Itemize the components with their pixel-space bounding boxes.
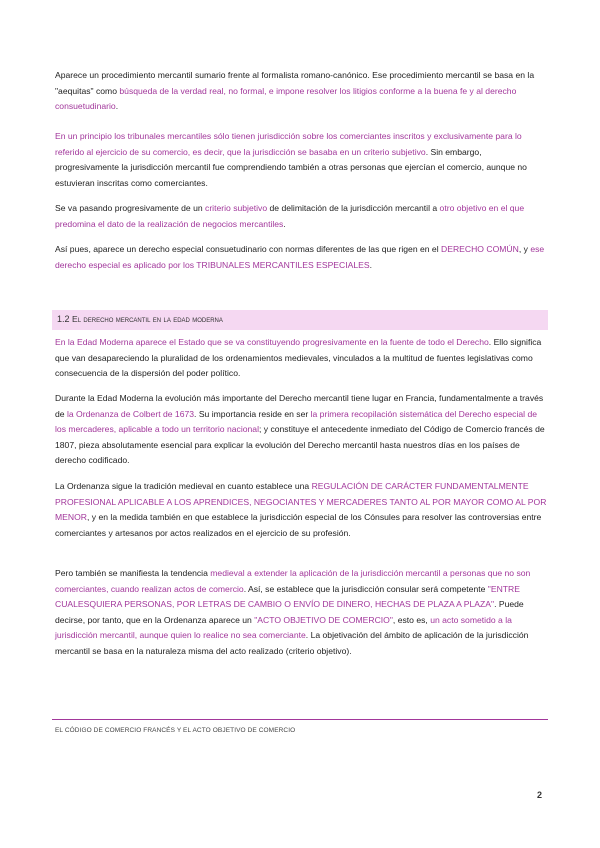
highlighted-text: medieval a extender la aplicación de la jurisdicción mercantil a personas que no son comerciantes, cuando realizan actos de comercio [55, 568, 531, 594]
body-text: La Ordenanza sigue la tradición medieval en cuanto establece una [55, 481, 312, 491]
section-heading-bar [52, 310, 548, 330]
body-text: . [283, 218, 286, 229]
highlighted-text: DERECHO COMÚN [441, 244, 519, 254]
section-title-text: El derecho mercantil en la edad moderna [72, 314, 223, 324]
body-text: , esto es, [392, 614, 431, 625]
body-text: . La objetivación del ámbito de aplicación de la jurisdicción mercantil se basa en la naturaleza misma del acto realizado (criterio objetivo). [55, 630, 529, 656]
paragraph-criterio-objetivo [55, 201, 547, 232]
body-text: ; y constituye el antecedente inmediato del Código de Comercio francés de 1807, pieza absolutamente esencial para explicar la evolución del Derecho mercantil hasta nuestros días en los países de derecho codificado. [55, 424, 545, 466]
body-text: . [115, 101, 119, 112]
body-text: Aparece un procedimiento mercantil sumario frente al formalista romano-canónico. Ese procedimiento mercantil se basa en la "aequitas" como [55, 70, 535, 96]
section-heading [57, 314, 223, 324]
body-text: , y en la medida también en que establece la jurisdicción especial de los Cónsules para resolver las controversias entre comerciantes y artesanos por actos realizados en el ejercicio de su profesión. [55, 512, 542, 538]
body-text: . Ello significa que van desapareciendo la pluralidad de los ordenamientos medievales, vinculados a la multitud de fuentes legislativas como consecuencia de la dispersión del poder político. [55, 337, 542, 379]
highlighted-text: la Ordenanza de Colbert de 1673 [66, 408, 195, 419]
paragraph-acto-objetivo [55, 566, 547, 660]
paragraph-edad-moderna [55, 335, 547, 382]
paragraph-derecho-especial [55, 242, 547, 273]
body-text: . Puede decirse, por tanto, que en la Ordenanza aparece un [55, 599, 524, 625]
highlighted-text: "ENTRE CUALESQUIERA PERSONAS, POR LETRAS DE CAMBIO O ENVÍO DE DINERO, HECHAS DE PLAZA A PLAZA" [55, 583, 520, 610]
footer-section-title: EL CÓDIGO DE COMERCIO FRANCÉS Y EL ACTO OBJETIVO DE COMERCIO [55, 727, 296, 734]
highlighted-text: un acto sometido a la jurisdicción mercantil, aunque quien lo realice no sea comerciante [55, 614, 512, 641]
highlighted-text: otro objetivo en el que predomina el dato de la realización de negocios mercantiles [55, 203, 525, 229]
paragraph-tribunales-mercantiles [55, 129, 547, 191]
body-text: . Su importancia reside en ser [194, 408, 311, 419]
body-text: Durante la Edad Moderna la evolución más importante del Derecho mercantil tiene lugar en Francia, fundamentalmente a través de [55, 393, 544, 419]
highlighted-text: REGULACIÓN DE CARÁCTER FUNDAMENTALMENTE PROFESIONAL APLICABLE A LOS APRENDICES, NEGOCIANTES Y MERCADERES TANTO AL POR MAYOR COMO AL POR MENOR [55, 481, 547, 523]
body-text: , y [518, 244, 531, 254]
body-text: Se va pasando progresivamente de un [55, 203, 206, 213]
body-text: . Sin embargo, progresivamente la jurisdicción mercantil fue comprendiendo también a otras personas que ejercían el comercio, aunque no estuvieran inscritas como comerciantes. [55, 146, 527, 188]
paragraph-procedimiento-mercantil [55, 68, 547, 115]
footer-divider [52, 719, 548, 720]
body-text: . [369, 259, 372, 270]
highlighted-text: En la Edad Moderna aparece el Estado que se va constituyendo progresivamente en la fuente de todo el Derecho [55, 337, 489, 347]
paragraph-ordenanza-colbert [55, 391, 547, 469]
highlighted-text: "ACTO OBJETIVO DE COMERCIO" [254, 614, 393, 625]
highlighted-text: búsqueda de la verdad real, no formal, e impone resolver los litigios conforme a la buena fe y al derecho consuetudinario [55, 85, 517, 112]
page-number: 2 [537, 790, 543, 800]
highlighted-text: criterio subjetivo [205, 203, 268, 213]
highlighted-text: la primera recopilación sistemática del Derecho especial de los mercaderes, aplicable a todo un territorio nacional [55, 408, 538, 435]
highlighted-text: En un principio los tribunales mercantiles sólo tienen jurisdicción sobre los comerciantes inscritos y exclusivamente para lo referido al ejercicio de su comercio, es decir, que la jurisdicción se basaba en un criterio subjetivo [55, 131, 522, 157]
body-text: de delimitación de la jurisdicción mercantil a [267, 203, 440, 213]
paragraph-tradicion-medieval [55, 479, 547, 541]
body-text: Así pues, aparece un derecho especial consuetudinario con normas diferentes de las que rigen en el [55, 244, 442, 254]
body-text: Pero también se manifiesta la tendencia [55, 568, 211, 578]
highlighted-text: ese derecho especial es aplicado por los TRIBUNALES MERCANTILES ESPECIALES [55, 244, 545, 270]
section-number: 1.2 [57, 314, 70, 324]
body-text: . Así, se establece que la jurisdicción consular será competente [243, 583, 488, 594]
